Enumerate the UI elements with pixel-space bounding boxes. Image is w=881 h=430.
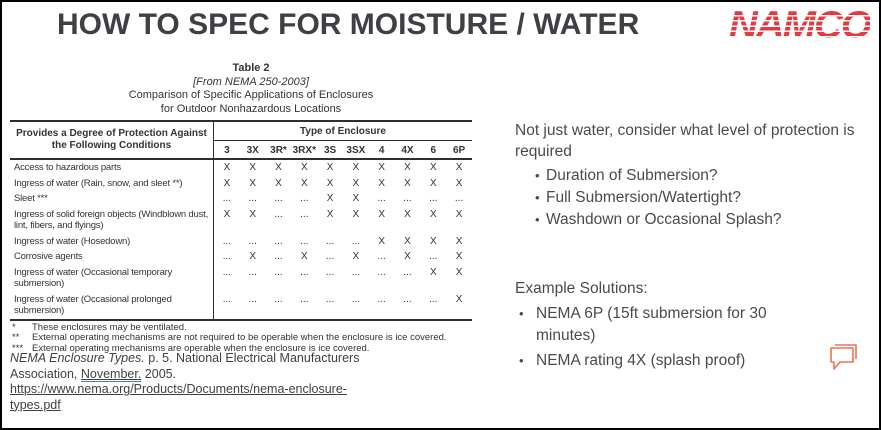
enclosure-value-cell: X	[404, 177, 411, 189]
right-panel	[515, 120, 873, 375]
enclosure-value-cell: ...	[248, 266, 257, 278]
namco-logo: NAMCO	[728, 4, 870, 46]
enclosure-column-label: 4	[378, 145, 385, 156]
table-row	[10, 249, 472, 265]
enclosure-column-label: 3SX	[346, 145, 366, 156]
condition-cell: Ingress of water (Occasional prolonged submersion)	[10, 292, 214, 319]
citation-detail: p. 5. National Electrical Manufacturers Association,	[10, 351, 360, 381]
enclosure-value-cell: ...	[248, 193, 257, 204]
enclosure-value-cell: X	[429, 266, 437, 278]
table-row	[10, 191, 472, 207]
table-row	[10, 292, 472, 319]
table-header	[10, 122, 472, 160]
condition-cell: Sleet ***	[10, 191, 214, 207]
enclosure-type-header	[214, 122, 472, 158]
table-caption-line1: Comparison of Specific Applications of Enclosures	[128, 89, 374, 101]
enclosure-value-cell: ...	[222, 193, 232, 204]
citation	[10, 351, 386, 413]
enclosure-value-cell: ...	[351, 293, 361, 305]
enclosure-value-cell: ...	[248, 293, 257, 305]
enclosure-column-label: 3S	[323, 145, 337, 156]
solutions-heading: Example Solutions:	[515, 280, 648, 297]
comment-icon[interactable]	[826, 339, 860, 373]
nema-enclosure-table	[10, 120, 472, 354]
table-row	[10, 265, 472, 292]
enclosure-column-label: 3R*	[270, 145, 287, 156]
enclosure-value-cell: X	[249, 251, 257, 262]
enclosure-column-label: 6P	[452, 145, 466, 156]
enclosure-value-cell: X	[429, 235, 437, 247]
list-item: • NEMA 6P (15ft submersion for 30 minutes)	[515, 303, 805, 347]
table-caption-line2: for Outdoor Nonhazardous Locations	[160, 102, 342, 115]
enclosure-value-cell: X	[455, 177, 463, 189]
enclosure-value-cell: ...	[325, 266, 335, 278]
enclosure-value-cell: X	[249, 177, 257, 189]
citation-year: 2005.	[141, 366, 177, 381]
enclosure-value-cell: X	[275, 162, 282, 173]
enclosure-value-cell: X	[404, 162, 411, 173]
enclosure-value-cell: ...	[377, 251, 386, 262]
enclosure-value-cell: X	[249, 162, 257, 173]
enclosure-value-cell: ...	[300, 193, 309, 204]
enclosure-column-label: 4X	[401, 145, 414, 156]
table-row	[10, 176, 472, 192]
enclosure-value-cell: X	[326, 177, 334, 189]
enclosure-value-cell: X	[378, 177, 386, 189]
table-row	[10, 234, 472, 250]
enclosure-value-cell: X	[429, 208, 437, 220]
enclosure-value-cell: ...	[403, 293, 412, 305]
enclosure-value-cell: ...	[377, 293, 386, 305]
enclosure-value-cell: X	[326, 208, 334, 220]
enclosure-value-cell: X	[455, 235, 463, 247]
intro-text: Not just water, consider what level of protection is required	[515, 122, 855, 160]
condition-cell: Ingress of water (Rain, snow, and sleet **)	[10, 176, 214, 192]
solutions-list	[515, 303, 805, 372]
table-body	[10, 160, 472, 321]
enclosure-value-cell: X	[429, 162, 437, 173]
enclosure-value-cell: ...	[300, 293, 309, 305]
table-caption	[10, 62, 492, 116]
enclosure-value-cell: X	[326, 193, 334, 204]
condition-cell: Ingress of water (Hosedown)	[10, 234, 214, 250]
enclosure-value-cell: ...	[300, 266, 309, 278]
enclosure-value-cell: ...	[222, 266, 232, 278]
enclosure-value-cell: ...	[300, 235, 309, 247]
table-row	[10, 160, 472, 176]
table-caption-title: Table 2	[232, 62, 270, 74]
enclosure-value-cell: ...	[274, 208, 283, 220]
enclosure-column-label: 3X	[246, 145, 259, 156]
enclosure-value-cell: X	[352, 177, 360, 189]
enclosure-value-cell: ...	[248, 235, 257, 247]
enclosure-value-cell: ...	[377, 266, 386, 278]
enclosure-value-cell: ...	[274, 235, 283, 247]
enclosure-value-cell: X	[223, 208, 231, 220]
enclosure-value-cell: ...	[300, 208, 309, 220]
enclosure-value-cell: X	[352, 251, 360, 262]
enclosure-value-cell: X	[300, 162, 308, 173]
footnote-marker: *	[12, 321, 16, 333]
enclosure-value-cell: ...	[325, 235, 335, 247]
citation-link[interactable]: https://www.nema.org/Products/Documents/nema-enclosure-types.pdf	[10, 382, 347, 412]
enclosure-group-label: Type of Enclosure	[214, 122, 472, 141]
enclosure-value-cell: ...	[429, 193, 438, 204]
enclosure-value-cell: X	[352, 162, 360, 173]
enclosure-value-cell: ...	[377, 193, 386, 204]
enclosure-value-cell: ...	[403, 193, 412, 204]
enclosure-value-cell: X	[275, 177, 282, 189]
footnote-text: External operating mechanisms are not required to be operable when the enclosure is ice covered.	[32, 332, 447, 343]
enclosure-value-cell: X	[378, 235, 386, 247]
enclosure-value-cell: ...	[274, 193, 283, 204]
footnote-marker: ***	[12, 342, 24, 354]
column-labels	[214, 141, 472, 158]
enclosure-value-cell: X	[455, 266, 463, 278]
footnote-text: These enclosures may be ventilated.	[32, 321, 187, 333]
enclosure-value-cell: ...	[429, 293, 438, 305]
enclosure-value-cell: ...	[403, 266, 412, 278]
enclosure-value-cell: X	[404, 208, 411, 220]
list-item: • Duration of Submersion?	[515, 165, 873, 187]
enclosure-value-cell: ...	[222, 293, 232, 305]
enclosure-value-cell: X	[300, 177, 308, 189]
enclosure-value-cell: X	[378, 162, 386, 173]
citation-flagged-word: November.	[80, 366, 142, 381]
enclosure-value-cell: X	[404, 251, 411, 262]
condition-cell: Ingress of water (Occasional temporary submersion)	[10, 265, 214, 292]
enclosure-value-cell: ...	[274, 251, 283, 262]
enclosure-value-cell: ...	[454, 193, 464, 204]
enclosure-value-cell: ...	[325, 293, 335, 305]
citation-work: NEMA Enclosure Types.	[10, 351, 145, 365]
enclosure-value-cell: X	[378, 208, 386, 220]
enclosure-value-cell: X	[455, 293, 463, 305]
condition-cell: Corrosive agents	[10, 249, 214, 265]
list-item: • Washdown or Occasional Splash?	[515, 209, 873, 231]
condition-cell: Ingress of solid foreign objects (Windblown dust, lint, fibers, and flyings)	[10, 207, 214, 234]
enclosure-value-cell: X	[223, 162, 231, 173]
consideration-list	[515, 165, 873, 231]
enclosure-value-cell: X	[223, 177, 231, 189]
condition-column-header: Provides a Degree of Protection Against the Following Conditions	[10, 122, 214, 158]
enclosure-value-cell: ...	[429, 251, 438, 262]
enclosure-value-cell: X	[455, 162, 463, 173]
enclosure-value-cell: X	[404, 235, 411, 247]
enclosure-value-cell: ...	[274, 293, 283, 305]
enclosure-value-cell: ...	[325, 251, 335, 262]
enclosure-column-label: 3RX*	[292, 145, 316, 156]
enclosure-value-cell: ...	[351, 235, 361, 247]
enclosure-value-cell: X	[455, 208, 463, 220]
enclosure-column-label: 3	[224, 145, 230, 156]
enclosure-value-cell: X	[352, 193, 360, 204]
enclosure-value-cell: X	[326, 162, 334, 173]
enclosure-value-cell: X	[455, 251, 463, 262]
list-item: • NEMA rating 4X (splash proof)	[515, 350, 805, 372]
page-title: HOW TO SPEC FOR MOISTURE / WATER	[57, 8, 640, 41]
enclosure-column-label: 6	[430, 145, 437, 156]
footnote-text: External operating mechanisms are operable when the enclosure is ice covered.	[32, 342, 370, 354]
table-caption-source: [From NEMA 250-2003]	[193, 75, 309, 88]
footnote-marker: **	[12, 332, 20, 343]
footnote-row	[10, 333, 472, 344]
table-row	[10, 207, 472, 234]
enclosure-value-cell: X	[300, 251, 308, 262]
enclosure-value-cell: ...	[222, 235, 232, 247]
condition-cell: Access to hazardous parts	[10, 160, 214, 176]
enclosure-value-cell: X	[352, 208, 360, 220]
list-item: • Full Submersion/Watertight?	[515, 187, 873, 209]
table-footnotes	[10, 323, 472, 355]
enclosure-value-cell: ...	[274, 266, 283, 278]
enclosure-value-cell: X	[429, 177, 437, 189]
enclosure-value-cell: X	[249, 208, 257, 220]
enclosure-value-cell: ...	[351, 266, 361, 278]
enclosure-value-cell: ...	[222, 251, 232, 262]
